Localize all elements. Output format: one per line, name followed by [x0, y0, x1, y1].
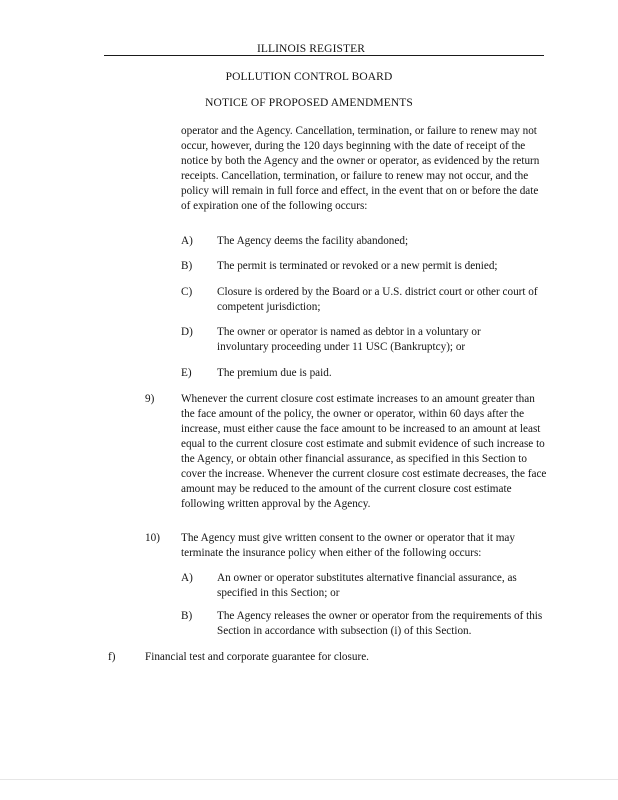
list-a-text-c: Closure is ordered by the Board or a U.S. district court or other court of competent jurisdiction; [217, 286, 538, 313]
list-a-text-b: The permit is terminated or revoked or a new permit is denied; [217, 260, 498, 272]
list-a-label-c: C) [181, 286, 193, 298]
list-a-label-b: B) [181, 260, 193, 272]
item-10-text: The Agency must give written consent to the owner or operator that it may terminate the insurance policy when either of the following occurs: [181, 532, 515, 559]
list-a-label-d: D) [181, 326, 193, 338]
list-b-text-b: The Agency releases the owner or operator from the requirements of this Section in accordance with subsection (i) of this Section. [217, 610, 543, 637]
scan-line [0, 779, 618, 780]
list-a-text-e: The premium due is paid. [217, 367, 332, 379]
list-a-text-a: The Agency deems the facility abandoned; [217, 235, 409, 247]
list-b-label-b: B) [181, 610, 193, 622]
list-a-label-a: A) [181, 235, 193, 247]
register-title: ILLINOIS REGISTER [256, 43, 366, 55]
item-9-text: Whenever the current closure cost estimate increases to an amount greater than the face amount of the policy, the owner or operator, within 60 days after the increase, must either cause the face amount to be increased to an amount at least equal to the current closure cost estimate and submit evidence of such increase to the Agency, or obtain other financial assurance, as specified in this Section to cover the increase. Whenever the current closure cost estimate decreases, the face amount may be reduced to the amount of the current closure cost estimate following written approval by the Agency. [181, 393, 547, 510]
list-b-label-a: A) [181, 572, 193, 584]
list-a-text-d: The owner or operator is named as debtor in a voluntary or involuntary proceeding under 11 USC (Bankruptcy); or [217, 326, 481, 353]
section-f-text: Financial test and corporate guarantee for closure. [145, 651, 369, 663]
section-f-label: f) [108, 651, 116, 663]
list-b-text-a: An owner or operator substitutes alternative financial assurance, as specified in this Section; or [217, 572, 517, 599]
item-9-label: 9) [145, 393, 155, 405]
intro-paragraph: operator and the Agency. Cancellation, termination, or failure to renew may not occur, however, during the 120 days beginning with the date of receipt of the notice by both the Agency and the owner or operator, as evidenced by the return receipts. Cancellation, termination, or failure to renew may not occur, and the policy will remain in full force and effect, in the event that on or before the date of expiration one of the following occurs: [181, 125, 540, 212]
list-a-label-e: E) [181, 367, 192, 379]
item-10-label: 10) [145, 532, 160, 544]
notice-title: NOTICE OF PROPOSED AMENDMENTS [205, 97, 413, 109]
board-title: POLLUTION CONTROL BOARD [225, 71, 393, 83]
header-rule [104, 55, 544, 56]
